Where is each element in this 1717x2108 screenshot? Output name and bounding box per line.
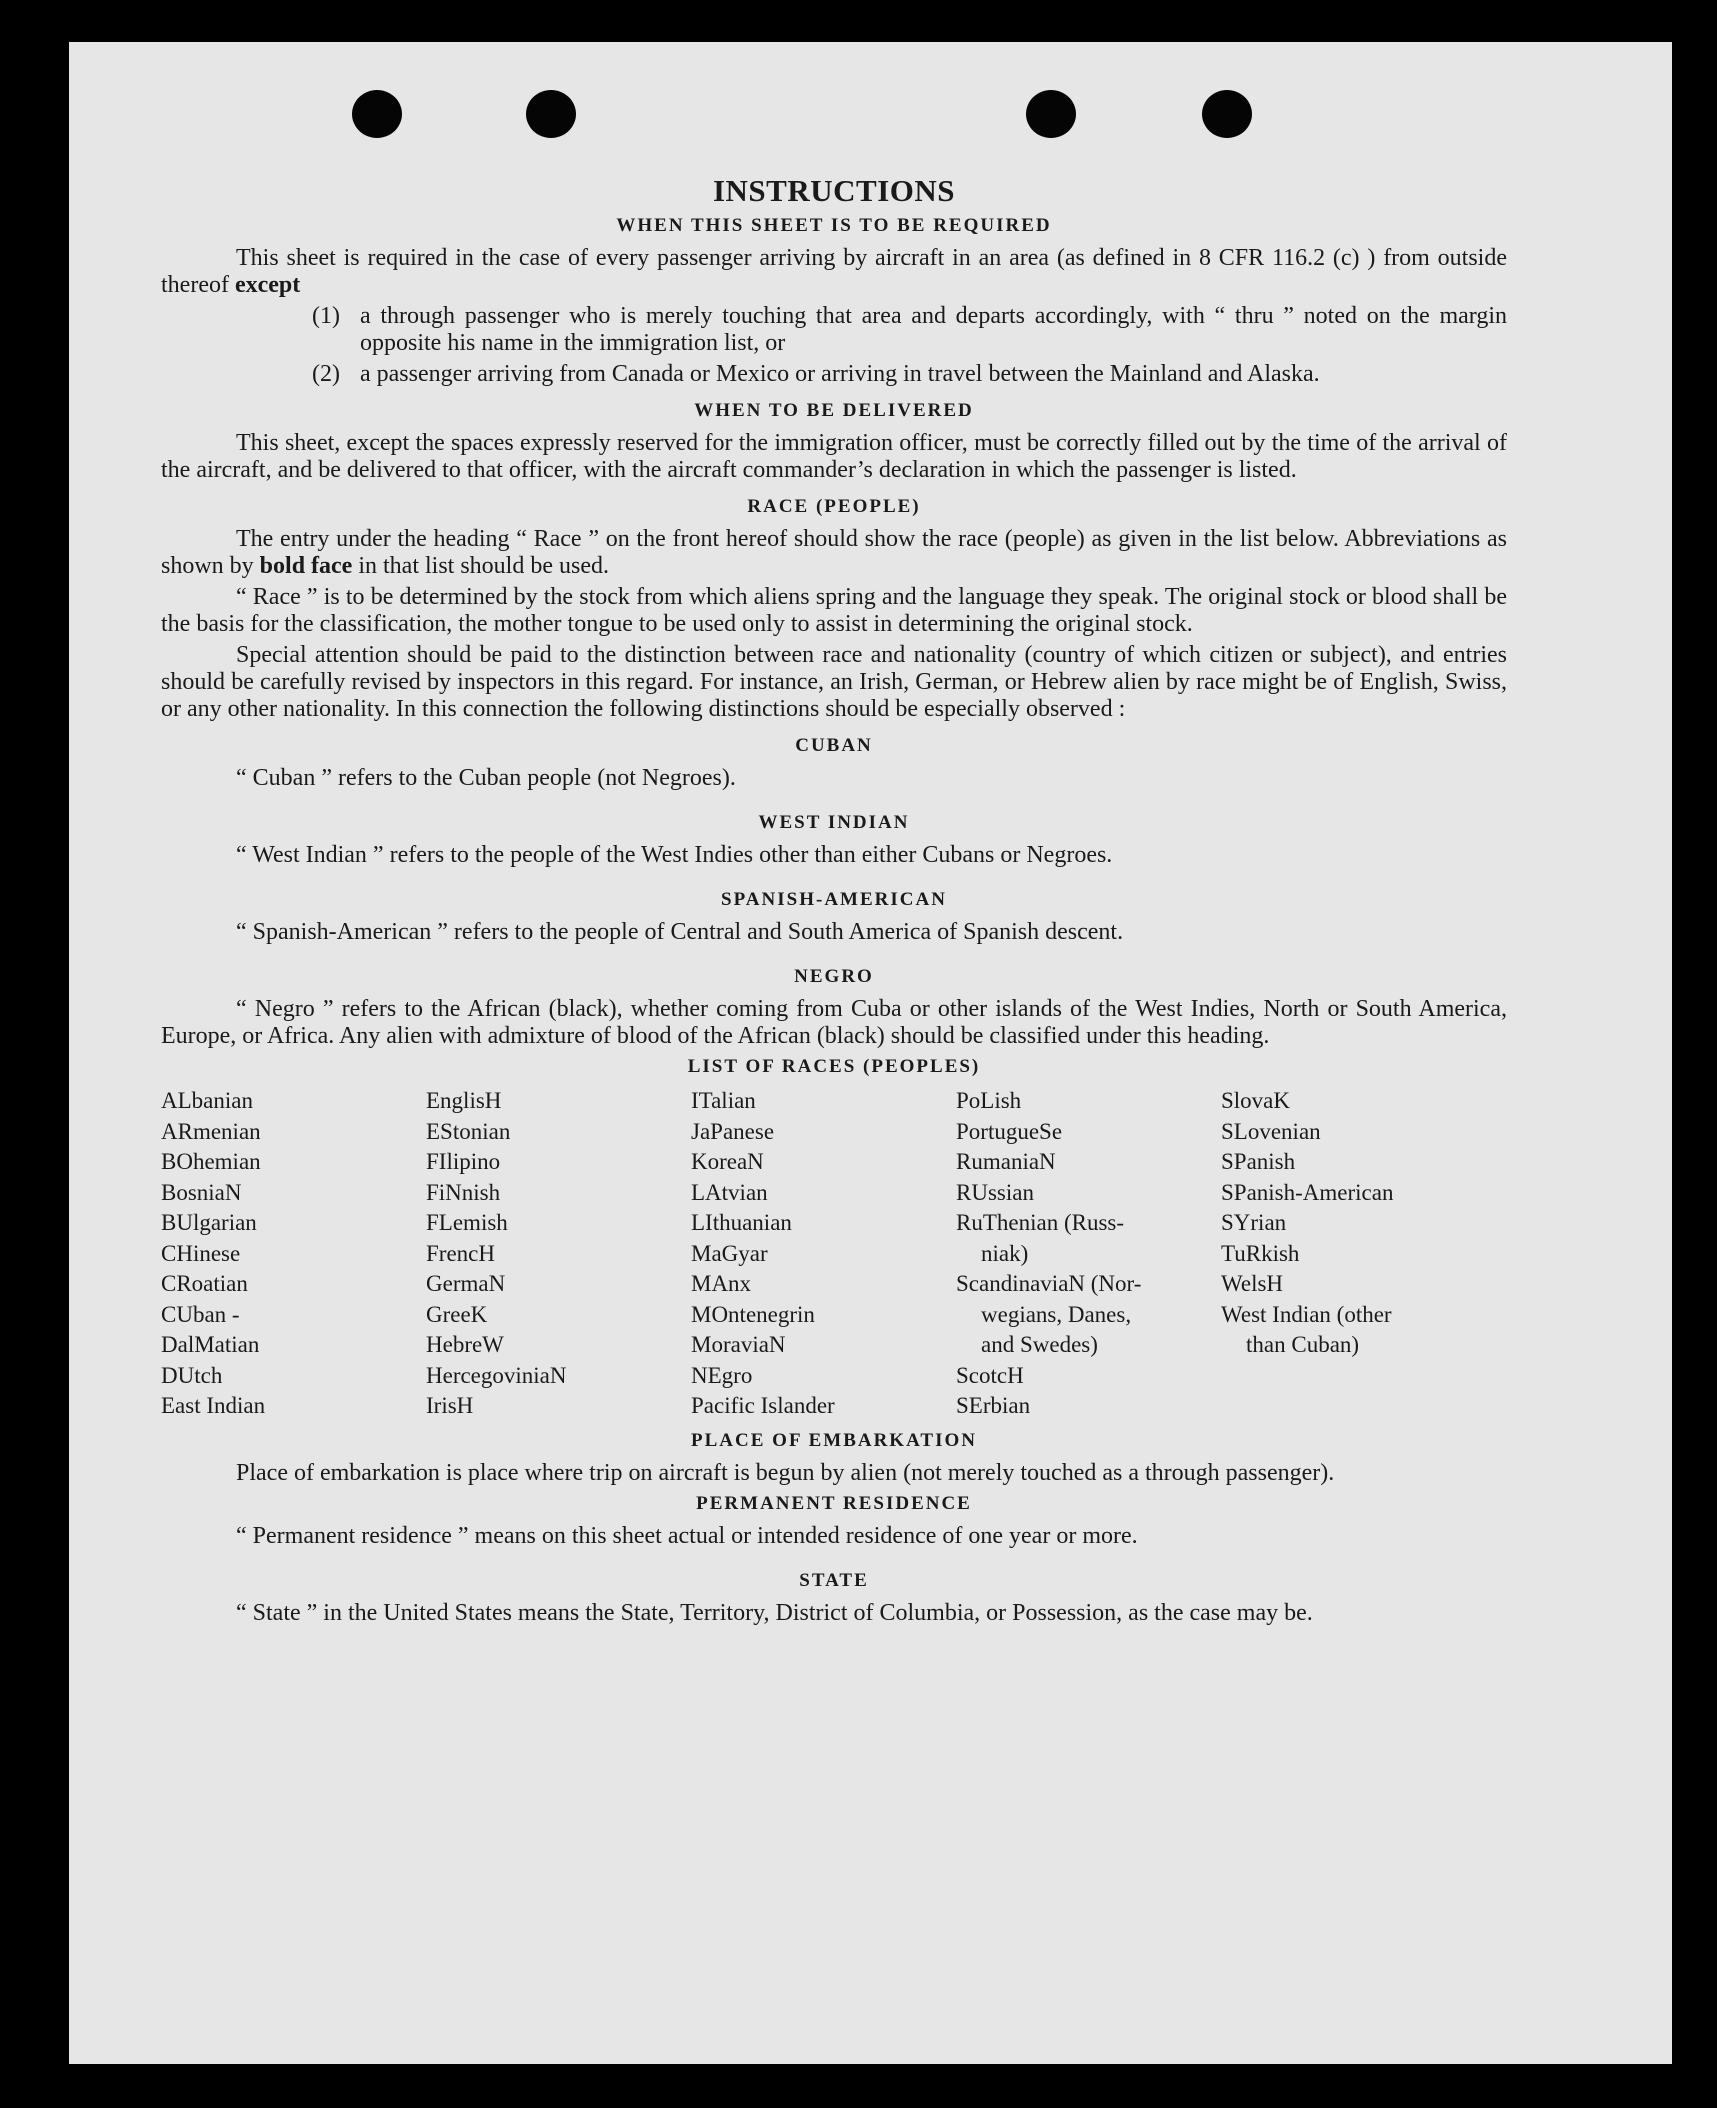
race-list-item: FIlipino (426, 1149, 501, 1174)
race-list-item: SPanish (1221, 1149, 1296, 1174)
race-list-item: HercegoviniaN (426, 1362, 567, 1388)
race-list-item: LAtvian (691, 1179, 768, 1205)
race-list-item: BOhemian (161, 1149, 261, 1174)
race-list-item: SYrian (1221, 1210, 1287, 1235)
race-list-item: GermaN (426, 1271, 506, 1296)
race-list-item: ARmenian (161, 1118, 261, 1144)
race-list-item: DUtch (161, 1362, 223, 1388)
west-indian-text: “ West Indian ” refers to the people of the West Indies other than either Cubans or Negroes. (236, 842, 1113, 868)
when-delivered-text: This sheet, except the spaces expressly reserved for the immigration officer, must be correctly filled out by the time of the arrival of the aircraft, and be delivered to that officer, with the aircraft commander’s declaration in which the passenger is listed. (161, 430, 1507, 483)
race-list-item: FLemish (426, 1210, 508, 1235)
race-list-item: EnglisH (426, 1088, 502, 1113)
race-list-item: IrisH (426, 1393, 474, 1418)
race-list (161, 1086, 1507, 1422)
race-list-item: ALbanian (161, 1088, 253, 1113)
race-list-item: WelsH (1221, 1271, 1284, 1296)
race-list-item: CUban - (161, 1301, 240, 1327)
page-title: INSTRUCTIONS (712, 173, 955, 208)
instructions-text (161, 128, 1507, 1631)
race-list-item: CHinese (161, 1240, 241, 1266)
race-list-item: East Indian (161, 1393, 266, 1418)
race-list-item: MoraviaN (691, 1332, 786, 1357)
race-list-column-1 (161, 1086, 426, 1422)
section-heading-race: RACE (PEOPLE) (747, 496, 921, 517)
race-list-column-5 (1221, 1086, 1486, 1422)
race-list-item: than Cuban) (1246, 1332, 1360, 1357)
section-heading-state: STATE (799, 1569, 869, 1591)
race-list-item: and Swedes) (981, 1332, 1098, 1357)
state-text: “ State ” in the United States means the State, Territory, District of Columbia, or Possession, as the case may be. (236, 1599, 1313, 1626)
race-list-item: JaPanese (691, 1118, 775, 1144)
race-list-item: RUssian (956, 1179, 1034, 1205)
race-list-item: NEgro (691, 1362, 753, 1388)
race-list-item: West Indian (other (1221, 1301, 1392, 1327)
race-list-column-3 (691, 1086, 956, 1422)
race-list-item: RumaniaN (956, 1149, 1056, 1174)
race-list-item: MAnx (691, 1271, 752, 1296)
cuban-text: “ Cuban ” refers to the Cuban people (not Negroes). (236, 765, 736, 791)
race-list-item: MOntenegrin (691, 1301, 815, 1327)
section-heading-cuban: CUBAN (795, 735, 873, 756)
race-list-item: GreeK (426, 1301, 488, 1327)
race-paragraph-1: The entry under the heading “ Race ” on the front hereof should show the race (people) as given in the list below. Abbreviations as shown by bold face in that list should be used. (161, 526, 1507, 579)
race-list-item: FiNnish (426, 1179, 501, 1205)
race-list-item: FrencH (426, 1240, 495, 1266)
section-heading-spanish-american: SPANISH-AMERICAN (721, 889, 947, 910)
race-paragraph-2: “ Race ” is to be determined by the stock from which aliens spring and the language they speak. The original stock or blood shall be the basis for the classification, the mother tongue to be used only to assist in determining the original stock. (161, 584, 1507, 637)
race-list-item: SLovenian (1221, 1118, 1321, 1144)
exception-item-1: (1) a through passenger who is merely touching that area and departs accordingly, with “ thru ” noted on the margin opposite his name in the immigration list, or (312, 303, 1507, 356)
when-required-intro: This sheet is required in the case of every passenger arriving by aircraft in an area (as defined in 8 CFR 116.2 (c) ) from outside thereof except (161, 245, 1507, 298)
race-list-item: ScotcH (956, 1362, 1024, 1388)
section-heading-embarkation: PLACE OF EMBARKATION (691, 1429, 977, 1451)
race-list-item: PortugueSe (956, 1118, 1063, 1144)
race-list-item: SlovaK (1221, 1088, 1290, 1113)
race-list-item: niak) (981, 1240, 1029, 1266)
race-list-item: BUlgarian (161, 1210, 257, 1235)
section-heading-list-of-races: LIST OF RACES (PEOPLES) (687, 1056, 981, 1077)
race-list-item: EStonian (426, 1118, 511, 1144)
residence-text: “ Permanent residence ” means on this sheet actual or intended residence of one year or more. (236, 1522, 1138, 1549)
race-list-item: Pacific Islander (691, 1393, 835, 1418)
section-heading-west-indian: WEST INDIAN (758, 812, 910, 833)
section-heading-when-required: WHEN THIS SHEET IS TO BE REQUIRED (616, 215, 1052, 236)
race-list-item: LIthuanian (691, 1210, 792, 1235)
race-list-item: SErbian (956, 1393, 1031, 1418)
negro-text: “ Negro ” refers to the African (black), whether coming from Cuba or other islands of the West Indies, North or South America, Europe, or Africa. Any alien with admixture of blood of the African (black) should be classified under this heading. (161, 996, 1507, 1049)
race-list-item: TuRkish (1221, 1240, 1300, 1266)
race-list-item: PoLish (956, 1088, 1022, 1113)
race-list-column-4 (956, 1086, 1221, 1422)
race-list-item: ScandinaviaN (Nor- (956, 1271, 1142, 1296)
race-list-item: HebreW (426, 1332, 504, 1357)
spanish-american-text: “ Spanish-American ” refers to the people of Central and South America of Spanish descent. (236, 919, 1124, 945)
embarkation-text: Place of embarkation is place where trip on aircraft is begun by alien (not merely touched as a through passenger). (236, 1459, 1335, 1486)
section-heading-permanent-residence: PERMANENT RESIDENCE (696, 1492, 972, 1514)
race-paragraph-3: Special attention should be paid to the distinction between race and nationality (country of which citizen or subject), and entries should be carefully revised by inspectors in this regard. For instance, an Irish, German, or Hebrew alien by race might be of English, Swiss, or any other nationality. In this connection the following distinctions should be especially observed : (161, 642, 1507, 722)
section-heading-when-delivered: WHEN TO BE DELIVERED (694, 400, 974, 421)
race-list-item: ITalian (691, 1088, 756, 1113)
race-list-item: BosniaN (161, 1179, 242, 1205)
race-list-item: SPanish-American (1221, 1179, 1394, 1205)
race-list-item: CRoatian (161, 1271, 248, 1296)
race-list-item: DalMatian (161, 1332, 260, 1357)
race-list-item: KoreaN (691, 1149, 764, 1174)
race-list-item: MaGyar (691, 1240, 768, 1266)
section-heading-negro: NEGRO (794, 966, 874, 987)
race-list-item: RuThenian (Russ- (956, 1210, 1125, 1235)
exception-item-2: (2) a passenger arriving from Canada or Mexico or arriving in travel between the Mainland and Alaska. (312, 361, 1320, 387)
race-list-column-2 (426, 1086, 691, 1422)
race-list-item: wegians, Danes, (981, 1301, 1132, 1327)
